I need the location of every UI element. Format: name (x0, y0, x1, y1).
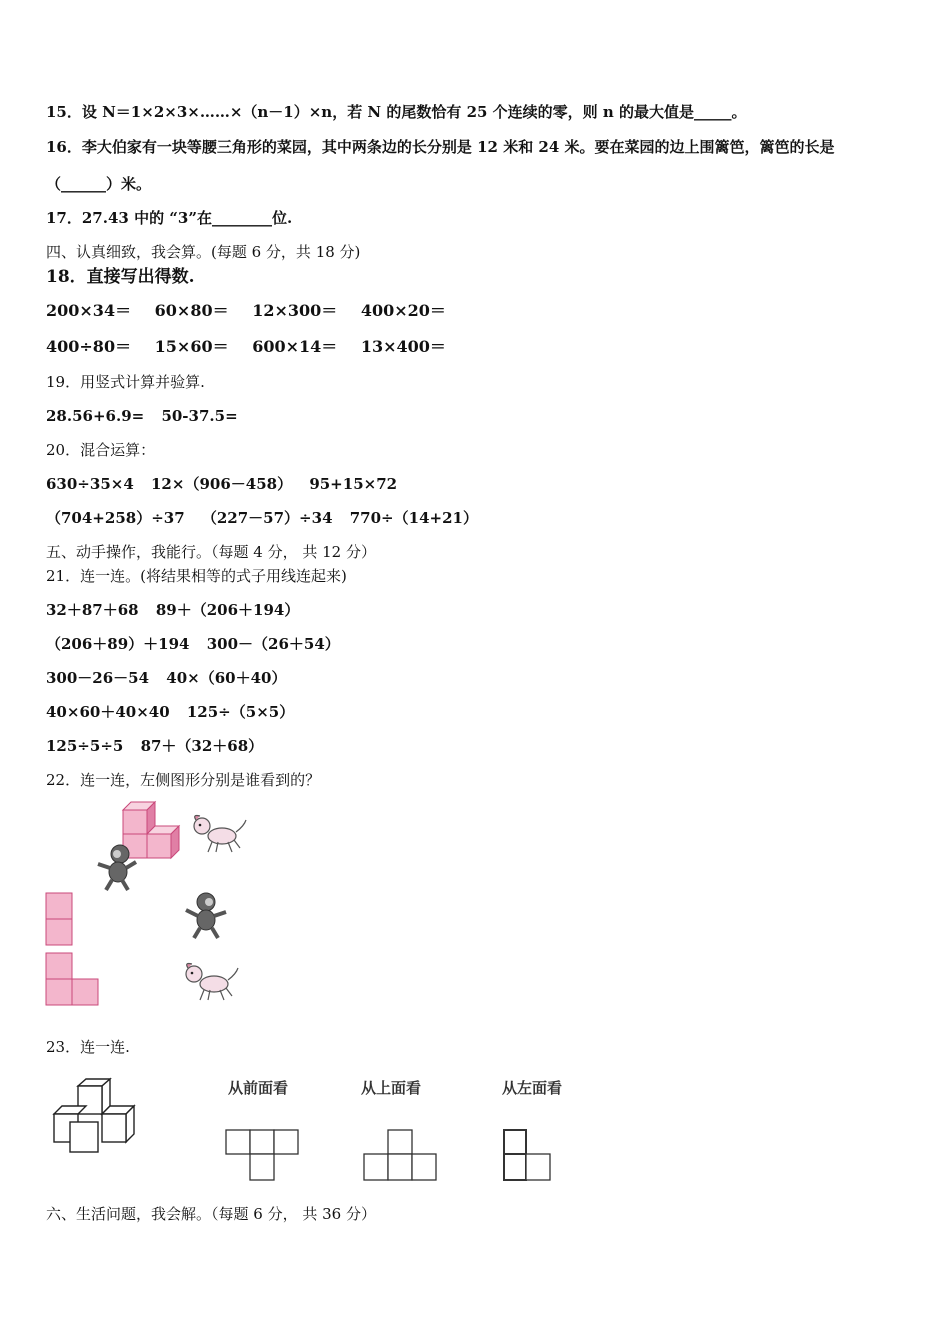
q18-item: 400÷80＝ (46, 337, 132, 356)
question-18: 18．直接写出得数. (46, 267, 195, 287)
q20-row-2 (46, 508, 490, 528)
q21-row (46, 702, 306, 722)
q18-item: 13×400＝ (360, 337, 446, 356)
question-20: 20．混合运算： (46, 441, 156, 459)
q21-right: 300－（26＋54） (206, 635, 340, 653)
q21-row (46, 736, 275, 756)
q19-item: 28.56+6.9= (46, 407, 145, 425)
q21-row (46, 634, 352, 654)
q21-right: 89＋（206＋194） (155, 601, 300, 619)
q21-left: 125÷5÷5 (46, 737, 124, 755)
q20-item: 770÷（14+21） (349, 509, 478, 527)
q20-item: 630÷35×4 (46, 475, 134, 493)
section-5-heading: 五、动手操作，我能行。（每题 4 分， 共 12 分） (46, 543, 376, 561)
question-15: 15．设 N＝1×2×3×……×（n－1）×n，若 N 的尾数恰有 25 个连续的零，则 n 的最大值是_____。 (46, 103, 747, 121)
q18-item: 12×300＝ (252, 301, 338, 320)
q20-item: 12×（906－458） (151, 475, 293, 493)
q19-item: 50-37.5= (161, 407, 238, 425)
q18-item: 600×14＝ (252, 337, 338, 356)
left-view-shape (502, 1128, 556, 1184)
view-l-shape (45, 952, 101, 1006)
section-4-heading: 四、认真细致，我会算。(每题 6 分，共 18 分) (46, 243, 361, 261)
label-front-view: 从前面看 (228, 1079, 289, 1097)
q21-left: 40×60＋40×40 (46, 703, 170, 721)
front-view-shape (224, 1128, 302, 1184)
label-top-view: 从上面看 (361, 1079, 422, 1097)
question-16-blank: （______）米。 (46, 175, 152, 193)
q20-item: （227－57）÷34 (201, 509, 333, 527)
q21-left: 300－26－54 (46, 669, 150, 687)
q18-item: 200×34＝ (46, 301, 132, 320)
monkey-icon (182, 890, 232, 940)
q20-item: 95+15×72 (309, 475, 398, 493)
top-view-shape (362, 1128, 440, 1184)
question-19: 19．用竖式计算并验算. (46, 373, 205, 391)
q18-row-1 (46, 301, 464, 321)
q21-right: 125÷（5×5） (186, 703, 295, 721)
q21-row (46, 600, 311, 620)
q20-row-1 (46, 474, 409, 494)
q18-item: 60×80＝ (154, 301, 229, 320)
dog-icon (180, 960, 242, 1004)
view-two-stacked-squares (45, 892, 75, 946)
q18-item: 15×60＝ (154, 337, 229, 356)
q20-item: （704+258）÷37 (46, 509, 185, 527)
question-21: 21．连一连。(将结果相等的式子用线连起来) (46, 567, 347, 585)
q21-left: （206＋89）＋194 (46, 635, 190, 653)
label-left-view: 从左面看 (502, 1079, 563, 1097)
q21-right: 87＋（32＋68） (140, 737, 264, 755)
question-23: 23．连一连. (46, 1038, 130, 1056)
block-structure-figure (48, 1076, 158, 1156)
q21-right: 40×（60＋40） (166, 669, 287, 687)
question-22: 22．连一连，左侧图形分别是谁看到的？ (46, 771, 321, 789)
q19-items (46, 406, 250, 426)
q21-row (46, 668, 299, 688)
monkey-icon (92, 842, 142, 892)
section-6-heading: 六、生活问题，我会解。（每题 6 分， 共 36 分） (46, 1205, 376, 1223)
q18-row-2 (46, 337, 464, 357)
q21-left: 32＋87＋68 (46, 601, 139, 619)
question-17: 17．27.43 中的 “3”在________位. (46, 209, 293, 227)
dog-icon (188, 812, 248, 856)
question-16: 16．李大伯家有一块等腰三角形的菜园，其中两条边的长分别是 12 米和 24 米。要在菜园的边上围篱笆，篱笆的长是 (46, 138, 835, 156)
q18-item: 400×20＝ (360, 301, 446, 320)
